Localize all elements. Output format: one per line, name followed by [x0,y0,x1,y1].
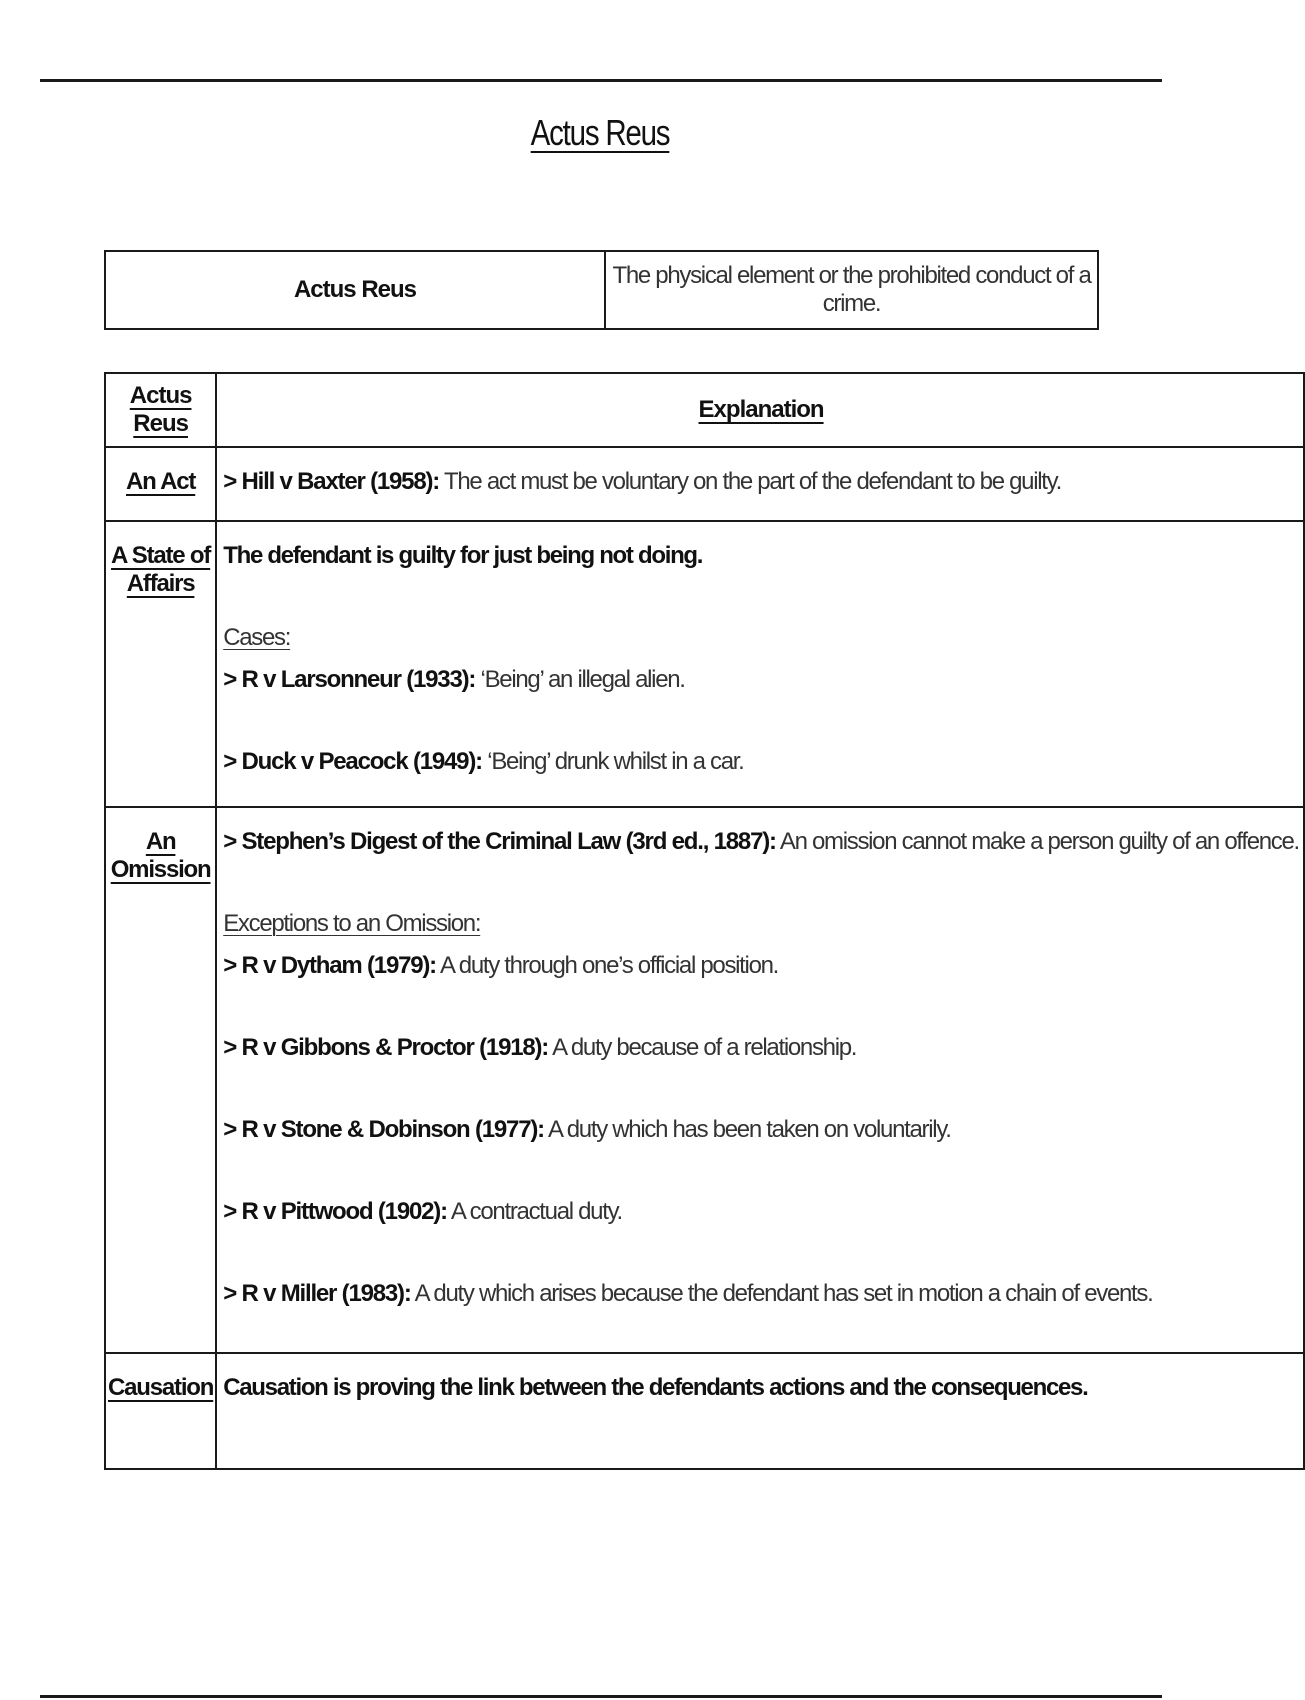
row-lead-text: Causation is proving the link between the defendants actions and the consequences. [223,1374,1088,1401]
row-lead-text: The defendant is guilty for just being not doing. [223,542,703,569]
row-label-causation: Causation [108,1374,214,1401]
intro-line [223,821,1299,863]
case-text: ‘Being’ an illegal alien. [475,666,685,693]
definition-text: The physical element or the prohibited conduct of a crime. [605,251,1098,329]
column-header-actus-reus: Actus Reus [129,382,192,437]
case-line [223,1109,1299,1151]
row-explanation-cell [216,447,1304,521]
subheading-line [223,903,1299,945]
case-text: A contractual duty. [446,1198,622,1225]
case-line [223,1027,1299,1069]
definition-row [105,251,1098,329]
case-text: A duty which arises because the defendant has set in motion a chain of events. [410,1280,1153,1307]
top-rule [40,79,1162,82]
case-text: A duty through one’s official position. [435,952,779,979]
case-line [223,945,1299,987]
row-label-an-omission: An Omission [110,828,211,883]
case-name: > R v Larsonneur (1933): [223,666,476,693]
table-row-causation [105,1353,1304,1469]
case-line [223,1273,1299,1315]
bottom-rule [40,1695,1162,1698]
row-label-cell [105,447,216,521]
row-label-an-act: An Act [125,468,196,495]
row-label-state-of-affairs: A State of Affairs [111,542,211,597]
row-explanation-cell [216,1353,1304,1469]
subheading-line [223,617,1299,659]
definition-table [104,250,1099,330]
header-cell-right [216,373,1304,447]
cases-subheading: Cases: [223,624,291,651]
definition-term: Actus Reus [105,251,605,329]
table-row-an-omission [105,807,1304,1353]
case-line [223,741,1299,783]
case-text: A duty which has been taken on voluntarily. [543,1116,951,1143]
exceptions-subheading: Exceptions to an Omission: [223,910,481,937]
case-text: ‘Being’ drunk whilst in a car. [481,748,744,775]
intro-source-name: > Stephen’s Digest of the Criminal Law (3rd ed., 1887): [223,828,776,855]
table-header-row [105,373,1304,447]
row-explanation-cell [216,807,1304,1353]
case-name: > R v Miller (1983): [223,1280,411,1307]
row-label-cell [105,521,216,807]
row-label-cell [105,1353,216,1469]
case-text: A duty because of a relationship. [548,1034,857,1061]
page-title: Actus Reus [530,112,670,153]
case-name: > Hill v Baxter (1958): [223,468,440,495]
intro-text: An omission cannot make a person guilty of an offence. [775,828,1299,855]
case-line [223,461,1299,503]
case-name: > R v Gibbons & Proctor (1918): [223,1034,549,1061]
case-text: The act must be voluntary on the part of the defendant to be guilty. [439,468,1061,495]
explanation-table [104,372,1305,1470]
table-row-state-of-affairs [105,521,1304,807]
case-name: > R v Dytham (1979): [223,952,436,979]
table-row-an-act [105,447,1304,521]
case-name: > Duck v Peacock (1949): [223,748,482,775]
case-name: > R v Stone & Dobinson (1977): [223,1116,544,1143]
case-line [223,659,1299,701]
case-line [223,1191,1299,1233]
row-label-cell [105,807,216,1353]
case-name: > R v Pittwood (1902): [223,1198,447,1225]
header-cell-left [105,373,216,447]
column-header-explanation: Explanation [698,396,824,423]
row-explanation-cell [216,521,1304,807]
